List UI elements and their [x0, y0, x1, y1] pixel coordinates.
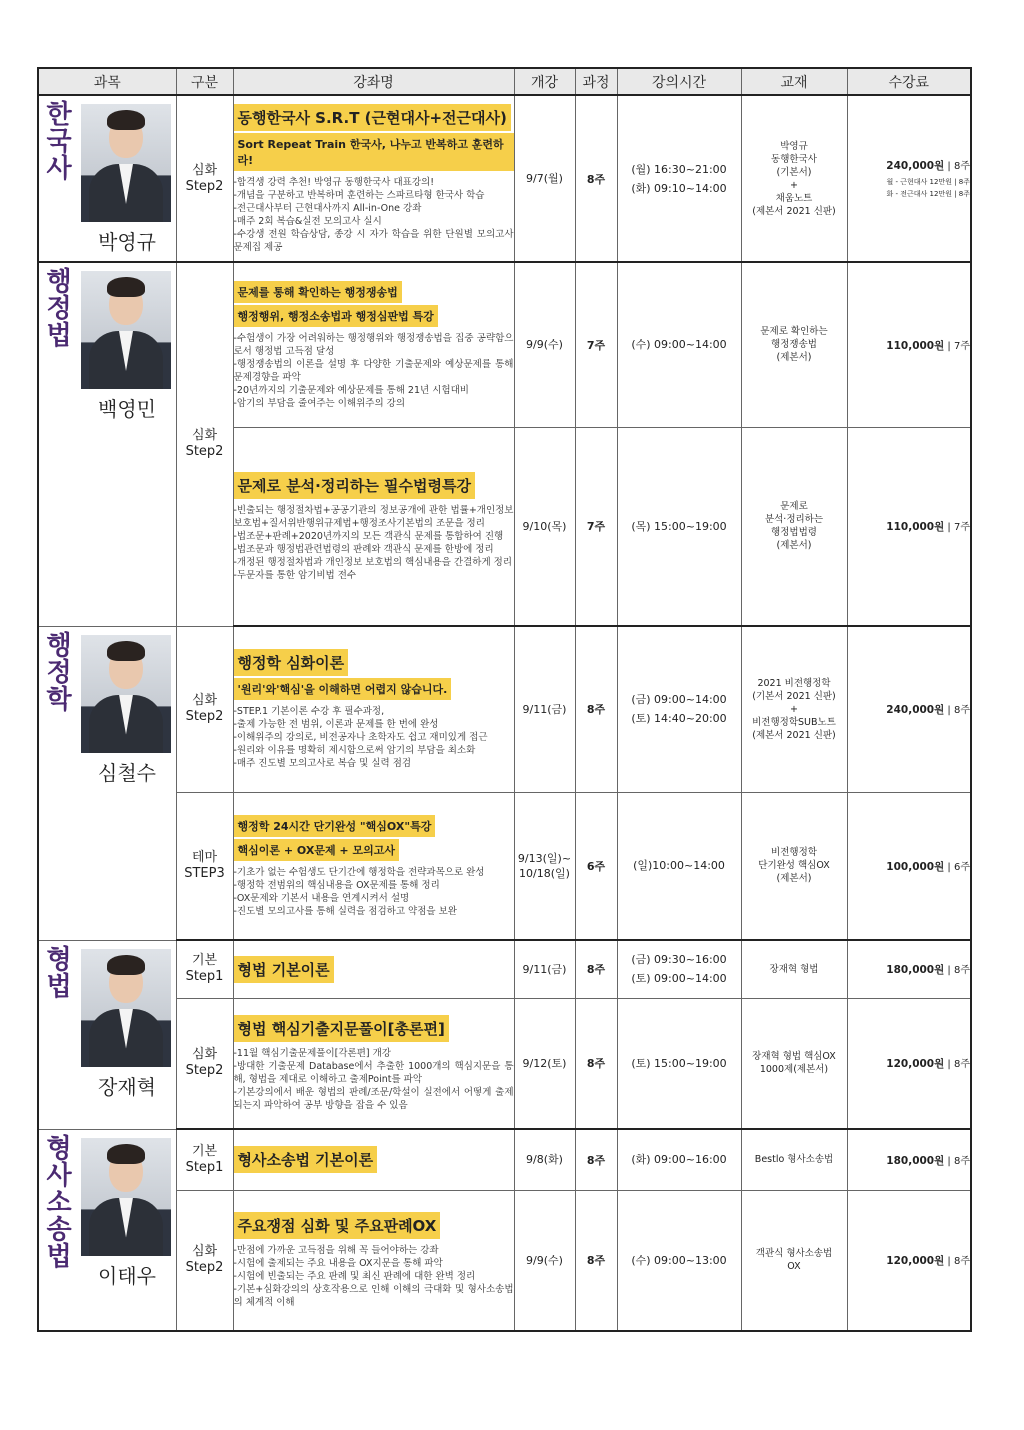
header-textbook: 교재 — [741, 68, 847, 95]
textbook: 박영규 동행한국사 (기본서) + 채움노트 (제본서 2021 신판) — [741, 95, 847, 262]
fee-sep: | 8주 — [944, 161, 970, 172]
teacher-name: 백영민 — [98, 397, 156, 421]
fee-line — [848, 1252, 971, 1268]
course-title: 행정행위, 행정소송법과 행정심판법 특강 — [234, 305, 438, 327]
course-description: -STEP.1 기본이론 수강 후 필수과정, -출제 가능한 전 범위, 이론과 문제를 한 번에 완성 -이해위주의 강의로, 비전공자나 초학자도 쉽고 재미있게 접근 -원리와 이유를 명확히 제시함으로써 암기의 부담을 최소화 -매주 진도별 모의고사로 복습 및 실력 점검 — [233, 706, 488, 770]
start-date: 9/13(일)~ 10/18(일) — [514, 792, 575, 940]
course-highlight — [234, 1014, 514, 1043]
textbook: 비전행정학 단기완성 핵심OX (제본서) — [741, 792, 847, 940]
fee-line — [848, 701, 971, 717]
course-title: 주요쟁점 심화 및 주요판례OX — [234, 1212, 441, 1239]
fee-sep: | 8주 — [944, 1155, 970, 1167]
textbook: 문제로 분석·정리하는 행정법법령 (제본서) — [741, 427, 847, 626]
fee-amount: 110,000원 — [886, 521, 945, 534]
textbook: 객관식 형사소송법 OX — [741, 1190, 847, 1331]
fee-sep: | 6주 — [944, 861, 970, 873]
fee-line — [848, 1055, 971, 1071]
start-date: 9/9(수) — [514, 1190, 575, 1331]
photo-hair — [107, 1144, 145, 1164]
start-date: 9/11(금) — [514, 626, 575, 792]
lecture-time: (월) 16:30~21:00 (화) 09:10~14:00 — [617, 95, 741, 262]
fee-sep: | 8주 — [944, 1059, 970, 1071]
fee-sep: | 7주 — [944, 522, 970, 534]
duration: 8주 — [575, 626, 617, 792]
category-cell: 테마 STEP3 — [176, 792, 233, 940]
fee-sep: | 8주 — [944, 705, 970, 717]
subject-cell — [38, 626, 176, 940]
course-highlight — [234, 838, 514, 862]
start-date: 9/10(목) — [514, 427, 575, 626]
course-cell — [233, 626, 514, 792]
fee-sep: | 7주 — [944, 340, 970, 352]
photo-hair — [107, 277, 145, 297]
fee-breakdown — [848, 176, 971, 200]
course-title: 문제를 통해 확인하는 행정쟁송법 — [234, 281, 402, 303]
category-cell: 심화 Step2 — [176, 262, 233, 626]
schedule-table — [37, 67, 972, 1332]
duration: 8주 — [575, 940, 617, 998]
photo-hair — [107, 955, 145, 975]
course-description: -수험생이 가장 어려워하는 행정행위와 행정쟁송법을 집중 공략함으로서 행정법 고득점 달성 -행정쟁송법의 이론을 설명 후 다양한 기출문제와 예상문제를 통해 문제경향을 파악 -20년까지의 기출문제와 예상문제를 통해 21년 시험대비 -암기의 부담을 줄여주는 이해위주의 강의 — [233, 332, 514, 409]
teacher-photo — [81, 1138, 171, 1256]
fee-line — [848, 157, 971, 173]
header-fee: 수강료 — [847, 68, 971, 95]
category-cell: 기본 Step1 — [176, 940, 233, 998]
course-title: 핵심이론 + OX문제 + 모의고사 — [234, 839, 399, 861]
course-title: 행정학 심화이론 — [234, 649, 349, 676]
fee — [847, 998, 971, 1129]
course-row — [38, 626, 971, 792]
fee-line — [848, 858, 971, 874]
teacher-photo — [81, 271, 171, 389]
teacher-photo — [81, 635, 171, 753]
course-row — [38, 262, 971, 427]
course-cell — [233, 262, 514, 427]
course-row — [38, 940, 971, 998]
fee-amount: 180,000원 — [886, 1154, 945, 1167]
course-row — [38, 792, 971, 940]
category-cell: 기본 Step1 — [176, 1129, 233, 1190]
subject-title: 행정법 — [46, 267, 72, 351]
course-cell — [233, 1190, 514, 1331]
header-lecture-time: 강의시간 — [617, 68, 741, 95]
course-description: -빈출되는 행정절차법+공공기관의 정보공개에 관한 법률+개인정보보호법+질서위반행위규제법+행정조사기본법의 조문을 정리 -법조문+판례+2020년까지의 모든 객관식 문제를 통합하여 진행 -법조문과 행정법관련법령의 판례와 객관식 문제를 한방에 정리 -개정된 행정절차법과 개인정보 보호법의 핵심내용을 간결하게 정리 -두문자를 통한 암기비법 전수 — [233, 504, 514, 581]
lecture-time: (목) 15:00~19:00 — [617, 427, 741, 626]
course-highlight — [234, 304, 514, 328]
fee — [847, 95, 971, 262]
textbook: Bestlo 형사소송법 — [741, 1129, 847, 1190]
course-description: -11월 핵심기출문제풀이[각론편] 개강 -방대한 기출문제 Database에서 추출한 1000개의 핵심지문을 통해, 형법을 제대로 이해하고 출제Point를 파악 -기본강의에서 배운 형법의 판례/조문/학설이 실전에서 어떻게 출제되는지 파악하여 공부 방향을 잡을 수 있음 — [233, 1048, 514, 1112]
course-title: 문제로 분석·정리하는 필수법령특강 — [234, 472, 476, 499]
course-highlight — [234, 280, 514, 304]
duration: 7주 — [575, 262, 617, 427]
course-highlight — [234, 471, 514, 500]
course-highlight — [234, 1145, 514, 1174]
fee-line — [848, 337, 971, 353]
subject-cell — [38, 262, 176, 626]
lecture-time: (수) 09:00~13:00 — [617, 1190, 741, 1331]
teacher-name: 이태우 — [98, 1263, 156, 1288]
course-highlight — [234, 677, 514, 701]
course-cell — [233, 940, 514, 998]
course-title: 형사소송법 기본이론 — [234, 1146, 378, 1173]
duration: 8주 — [575, 95, 617, 262]
textbook: 장재혁 형법 — [741, 940, 847, 998]
subject-title: 한국사 — [46, 100, 72, 184]
subject-cell — [38, 1129, 176, 1331]
start-date: 9/12(토) — [514, 998, 575, 1129]
fee-breakdown-line: 월 - 근현대사 12만원 | 8주 — [886, 178, 970, 186]
lecture-time: (수) 09:00~14:00 — [617, 262, 741, 427]
fee-amount: 120,000원 — [886, 1255, 945, 1268]
course-highlight — [234, 648, 514, 677]
header-start-date: 개강 — [514, 68, 575, 95]
course-description: -합격생 강력 추천! 박영규 동행한국사 대표강의! -개념을 구분하고 반복하며 훈련하는 스파르타형 한국사 학습 -전근대사부터 근현대사까지 All-in-One 강좌 -매주 2회 복습&실전 모의고사 실시 -수강생 전원 학습상담, 종강 시 자가 학습을 위한 단원별 모의고사 문제집 제공 — [233, 177, 514, 253]
fee-amount: 120,000원 — [886, 1058, 945, 1071]
course-description: -만점에 가까운 고득점을 위해 꼭 들어야하는 강좌 -시험에 출제되는 주요 내용을 OX지문을 통해 파악 -시험에 빈출되는 주요 판례 및 최신 판례에 대한 완벽 정리 -기본+심화강의의 상호작용으로 인해 이해의 극대화 및 형사소송법의 체계적 이해 — [233, 1245, 514, 1309]
course-description: -기초가 없는 수험생도 단기간에 행정학을 전략과목으로 완성 -행정학 전범위의 핵심내용을 OX문제를 통해 정리 -OX문제와 기본서 내용을 연계시켜서 설명 -진도별 모의고사를 통해 실력을 점검하고 약점을 보완 — [233, 866, 485, 917]
fee — [847, 427, 971, 626]
fee — [847, 1129, 971, 1190]
fee-line — [848, 518, 971, 534]
course-highlight — [234, 814, 514, 838]
category-cell: 심화 Step2 — [176, 1190, 233, 1331]
textbook: 2021 비전행정학 (기본서 2021 신판) + 비전행정학SUB노트 (제본서 2021 신판) — [741, 626, 847, 792]
duration: 7주 — [575, 427, 617, 626]
subject-title: 형사소송법 — [46, 1133, 72, 1272]
header-duration: 과정 — [575, 68, 617, 95]
teacher-photo — [81, 949, 171, 1067]
subject-title: 형법 — [46, 944, 72, 1002]
textbook: 장재혁 형법 핵심OX 1000제(제본서) — [741, 998, 847, 1129]
course-highlight — [234, 132, 514, 172]
lecture-time: (금) 09:30~16:00 (토) 09:00~14:00 — [617, 940, 741, 998]
fee — [847, 262, 971, 427]
course-title: 행정학 24시간 단기완성 "핵심OX"특강 — [234, 815, 436, 837]
course-highlight — [234, 1211, 514, 1240]
lecture-time: (화) 09:00~16:00 — [617, 1129, 741, 1190]
course-title: Sort Repeat Train 한국사, 나누고 반복하고 훈련하라! — [234, 133, 514, 171]
category-cell: 심화 Step2 — [176, 626, 233, 792]
fee-line — [848, 1152, 971, 1168]
fee-amount: 100,000원 — [886, 860, 945, 873]
course-cell — [233, 427, 514, 626]
lecture-time: (일)10:00~14:00 — [617, 792, 741, 940]
fee-line — [848, 961, 971, 977]
fee-sep: | 8주 — [944, 965, 970, 977]
lecture-time: (토) 15:00~19:00 — [617, 998, 741, 1129]
teacher-name: 박영규 — [98, 230, 156, 254]
lecture-time: (금) 09:00~14:00 (토) 14:40~20:00 — [617, 626, 741, 792]
teacher-name: 장재혁 — [98, 1074, 156, 1099]
course-row — [38, 95, 971, 262]
fee — [847, 792, 971, 940]
start-date: 9/11(금) — [514, 940, 575, 998]
photo-hair — [107, 641, 145, 661]
course-row — [38, 1129, 971, 1190]
category-cell: 심화 Step2 — [176, 95, 233, 262]
header-course-name: 강좌명 — [233, 68, 514, 95]
photo-hair — [107, 110, 145, 130]
subject-cell — [38, 940, 176, 1129]
subject-cell — [38, 95, 176, 262]
header-row — [38, 68, 971, 95]
fee-sep: | 8주 — [944, 1256, 970, 1268]
header-category: 구분 — [176, 68, 233, 95]
course-cell — [233, 95, 514, 262]
start-date: 9/8(화) — [514, 1129, 575, 1190]
duration: 6주 — [575, 792, 617, 940]
course-row — [38, 1190, 971, 1331]
header-subject: 과목 — [38, 68, 176, 95]
schedule-body — [38, 95, 971, 1331]
teacher-photo — [81, 104, 171, 222]
duration: 8주 — [575, 1190, 617, 1331]
fee-amount: 180,000원 — [886, 964, 945, 977]
course-title: 형법 기본이론 — [234, 956, 334, 983]
course-title: 동행한국사 S.R.T (근현대사+전근대사) — [234, 104, 511, 131]
fee-breakdown-line: 화 - 전근대사 12만원 | 8주 — [886, 190, 970, 198]
course-cell — [233, 792, 514, 940]
course-title: '원리'와'핵심'을 이해하면 어렵지 않습니다. — [234, 678, 452, 700]
fee-amount: 110,000원 — [886, 339, 945, 352]
course-row — [38, 998, 971, 1129]
fee — [847, 626, 971, 792]
duration: 8주 — [575, 998, 617, 1129]
course-cell — [233, 998, 514, 1129]
course-highlight — [234, 955, 514, 984]
subject-title: 행정학 — [46, 630, 72, 715]
fee — [847, 940, 971, 998]
fee-amount: 240,000원 — [886, 704, 945, 717]
course-highlight — [234, 103, 514, 132]
start-date: 9/7(월) — [514, 95, 575, 262]
fee — [847, 1190, 971, 1331]
textbook: 문제로 확인하는 행정쟁송법 (제본서) — [741, 262, 847, 427]
teacher-name: 심철수 — [98, 760, 156, 785]
category-cell: 심화 Step2 — [176, 998, 233, 1129]
course-title: 형법 핵심기출지문풀이[총론편] — [234, 1015, 449, 1042]
duration: 8주 — [575, 1129, 617, 1190]
fee-amount: 240,000원 — [886, 160, 945, 172]
start-date: 9/9(수) — [514, 262, 575, 427]
course-cell — [233, 1129, 514, 1190]
